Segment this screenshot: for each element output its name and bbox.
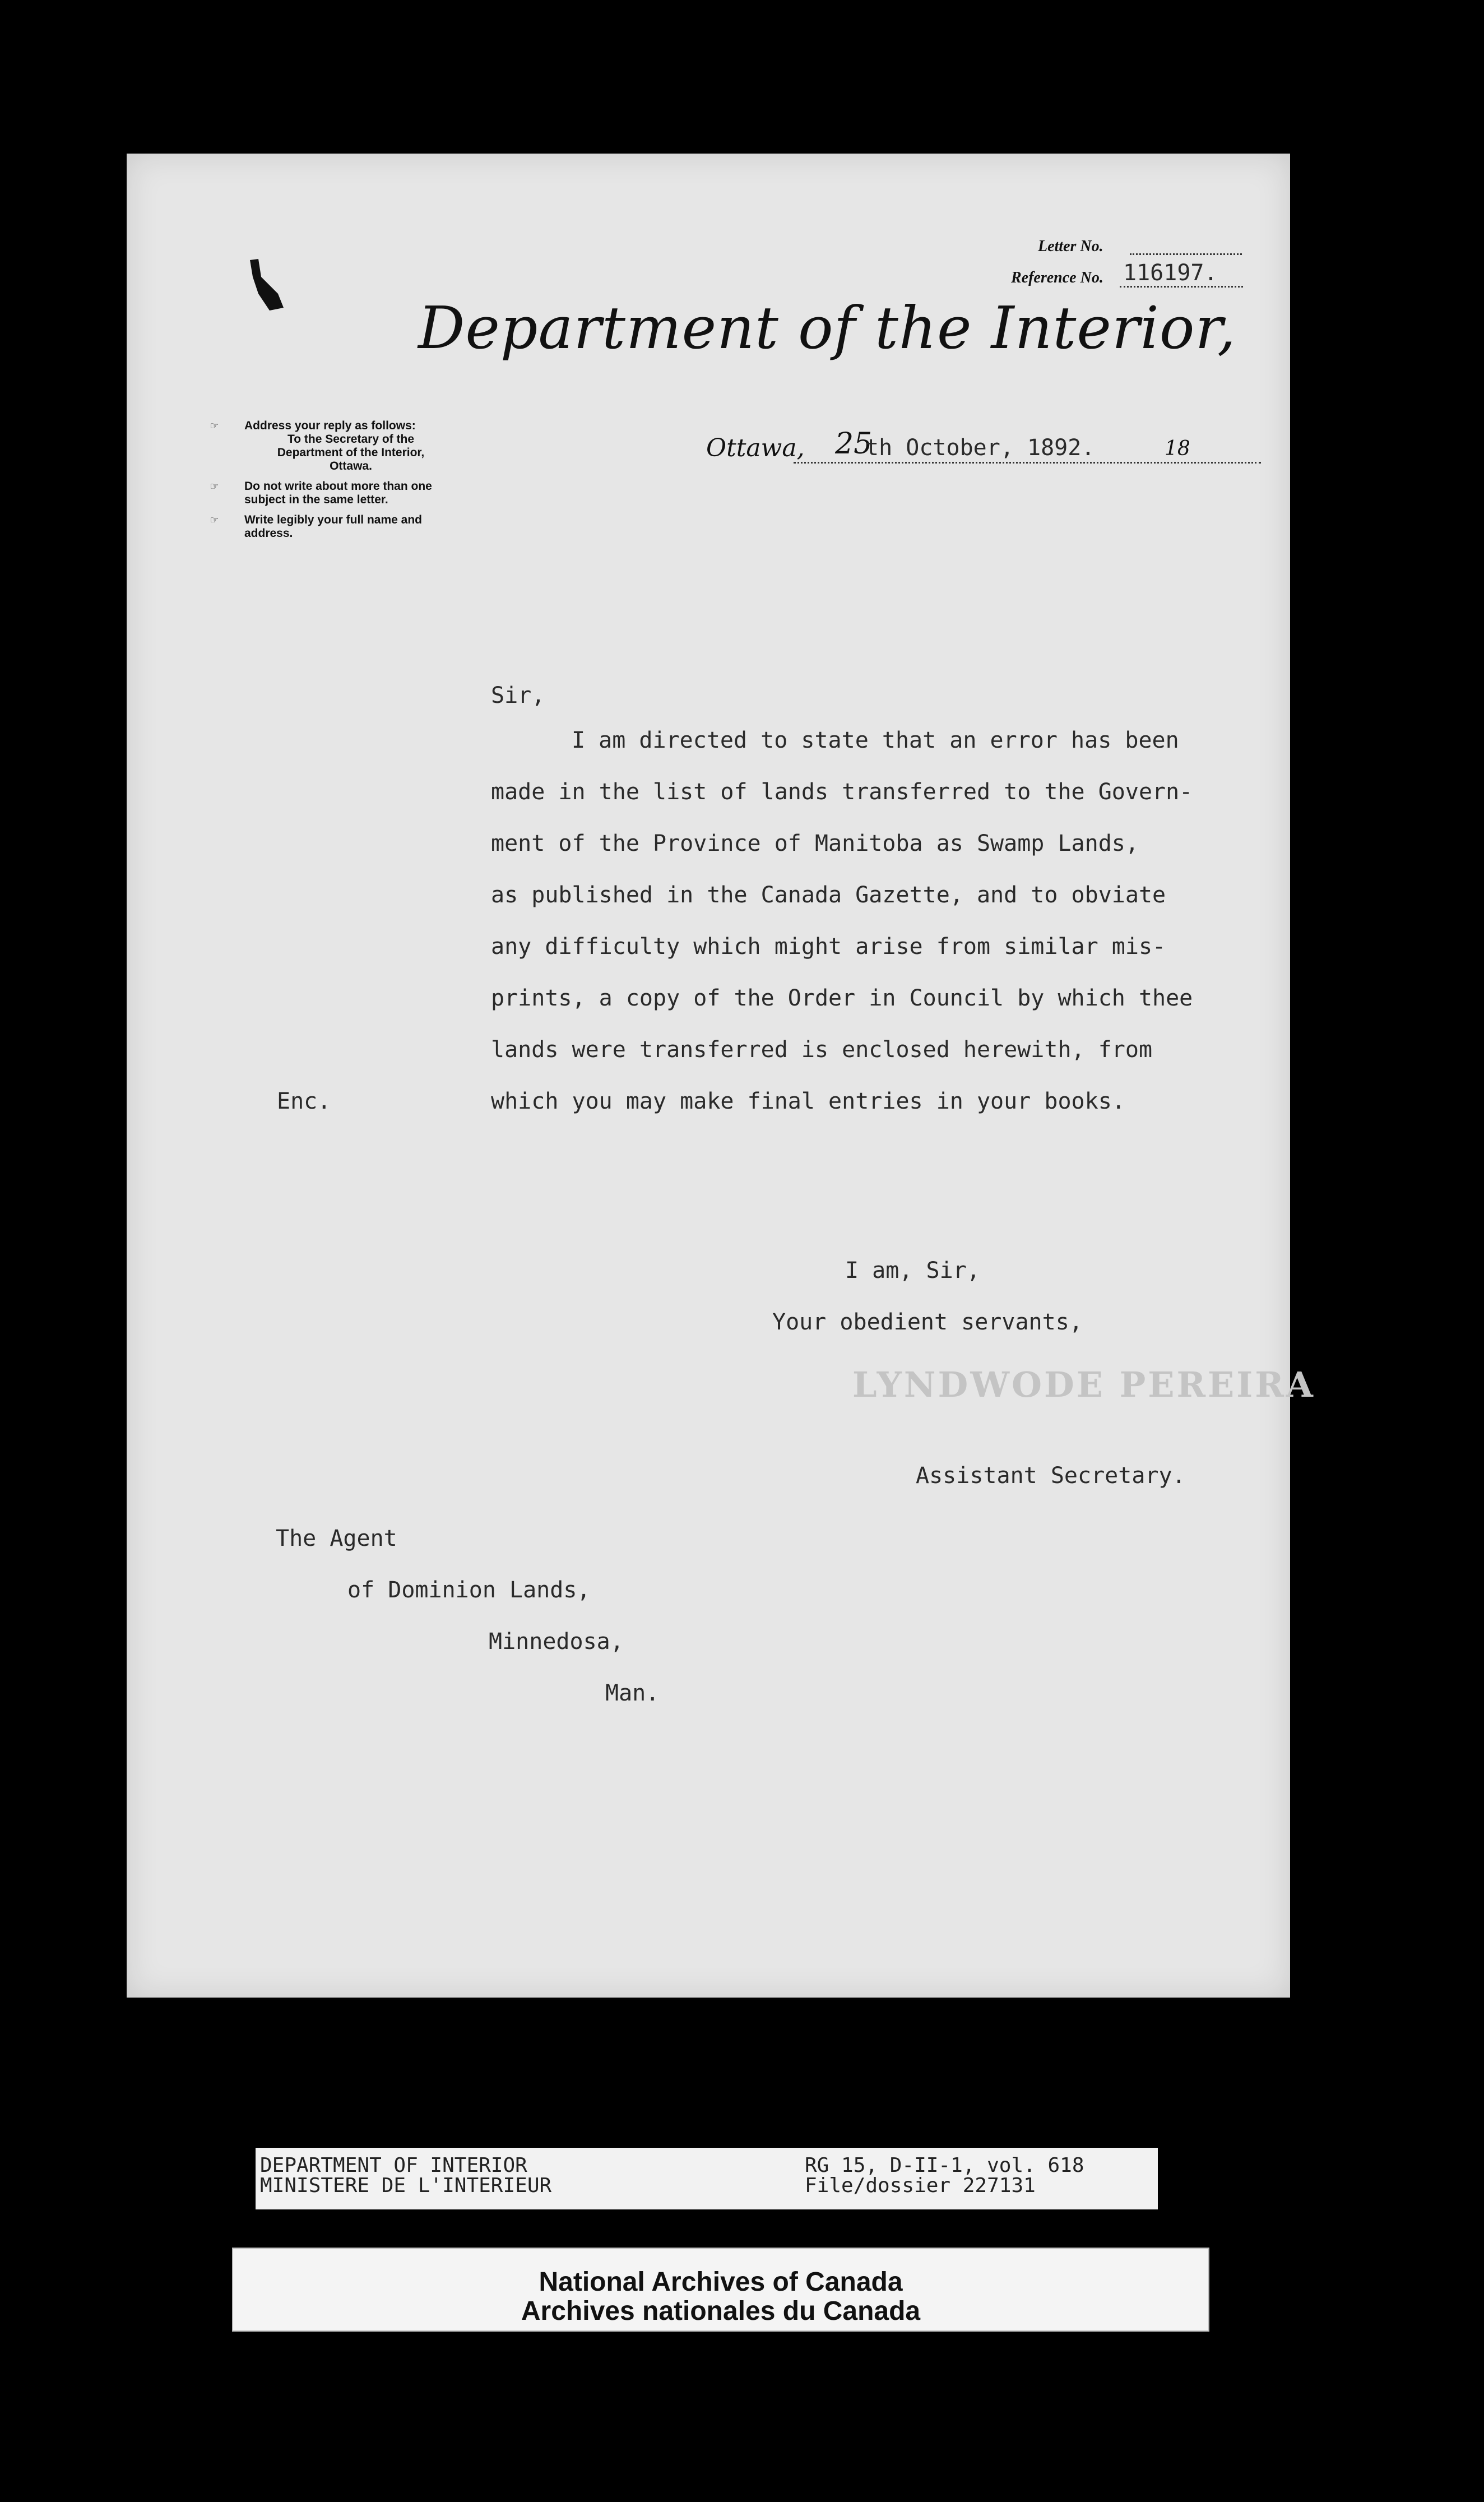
reference-value: 116197. bbox=[1123, 260, 1218, 286]
reference-line bbox=[1120, 286, 1243, 288]
letter-no-label: Letter No. bbox=[1038, 238, 1103, 255]
pointing-hand-icon: ☞ bbox=[211, 419, 219, 433]
body-line-1: I am directed to state that an error has been bbox=[572, 728, 1179, 753]
address-line-3: Minnedosa, bbox=[489, 1629, 624, 1655]
note-address-title: Address your reply as follows: bbox=[244, 419, 416, 432]
archive-dept-en: DEPARTMENT OF INTERIOR bbox=[260, 2154, 527, 2177]
letter-page bbox=[127, 154, 1315, 1998]
note-single-subject bbox=[211, 480, 446, 507]
address-line-4: Man. bbox=[605, 1680, 660, 1706]
archive-reference-label bbox=[256, 2148, 1158, 2209]
archives-banner-fr: Archives nationales du Canada bbox=[521, 2296, 921, 2326]
body-line-8: which you may make final entries in your books. bbox=[491, 1088, 1125, 1114]
body-line-6: prints, a copy of the Order in Council by which thee bbox=[491, 985, 1193, 1011]
dateline-line bbox=[794, 462, 1261, 464]
address-line-2: of Dominion Lands, bbox=[347, 1577, 591, 1603]
archive-ref-file: File/dossier 227131 bbox=[805, 2174, 1036, 2197]
archive-ref-volume: RG 15, D-II-1, vol. 618 bbox=[805, 2154, 1084, 2177]
dateline-day: 25 bbox=[835, 427, 873, 461]
body-line-3: ment of the Province of Manitoba as Swamp Lands, bbox=[491, 831, 1139, 856]
archives-banner bbox=[232, 2248, 1209, 2332]
note-single-subject-text: Do not write about more than one subject in the same letter. bbox=[244, 480, 432, 506]
enclosure-note: Enc. bbox=[277, 1088, 331, 1114]
body-line-2: made in the list of lands transferred to the Govern- bbox=[491, 779, 1193, 805]
signature-stamp: LYNDWODE PEREIRA bbox=[852, 1364, 1315, 1405]
letter-no-line bbox=[1130, 253, 1242, 255]
signatory-title: Assistant Secretary. bbox=[916, 1463, 1186, 1489]
dateline-printed-year: 18 bbox=[1165, 437, 1190, 460]
department-title: Department of the Interior, bbox=[418, 294, 1236, 362]
dateline-date: th October, 1892. bbox=[865, 435, 1095, 461]
salutation: Sir, bbox=[491, 683, 545, 708]
body-line-7: lands were transferred is enclosed herewith, from bbox=[491, 1037, 1153, 1063]
archive-dept-fr: MINISTERE DE L'INTERIEUR bbox=[260, 2174, 552, 2197]
reply-instructions bbox=[211, 419, 446, 540]
note-legibly-text: Write legibly your full name and address. bbox=[244, 513, 422, 540]
dateline-place: Ottawa, bbox=[706, 434, 805, 462]
archives-banner-en: National Archives of Canada bbox=[539, 2267, 903, 2297]
note-legibly bbox=[211, 513, 446, 540]
note-address bbox=[211, 419, 446, 473]
closing-line-2: Your obedient servants, bbox=[772, 1309, 1083, 1335]
reference-label: Reference No. bbox=[1011, 269, 1103, 286]
body-line-5: any difficulty which might arise from similar mis- bbox=[491, 934, 1166, 960]
closing-line-1: I am, Sir, bbox=[845, 1258, 980, 1284]
address-line-1: The Agent bbox=[276, 1526, 397, 1551]
ink-mark-icon bbox=[239, 254, 289, 316]
body-line-4: as published in the Canada Gazette, and to obviate bbox=[491, 882, 1166, 908]
pointing-hand-icon: ☞ bbox=[211, 480, 219, 494]
pointing-hand-icon: ☞ bbox=[211, 513, 219, 527]
note-address-body: To the Secretary of the Department of the Interior, Ottawa. bbox=[277, 433, 425, 472]
